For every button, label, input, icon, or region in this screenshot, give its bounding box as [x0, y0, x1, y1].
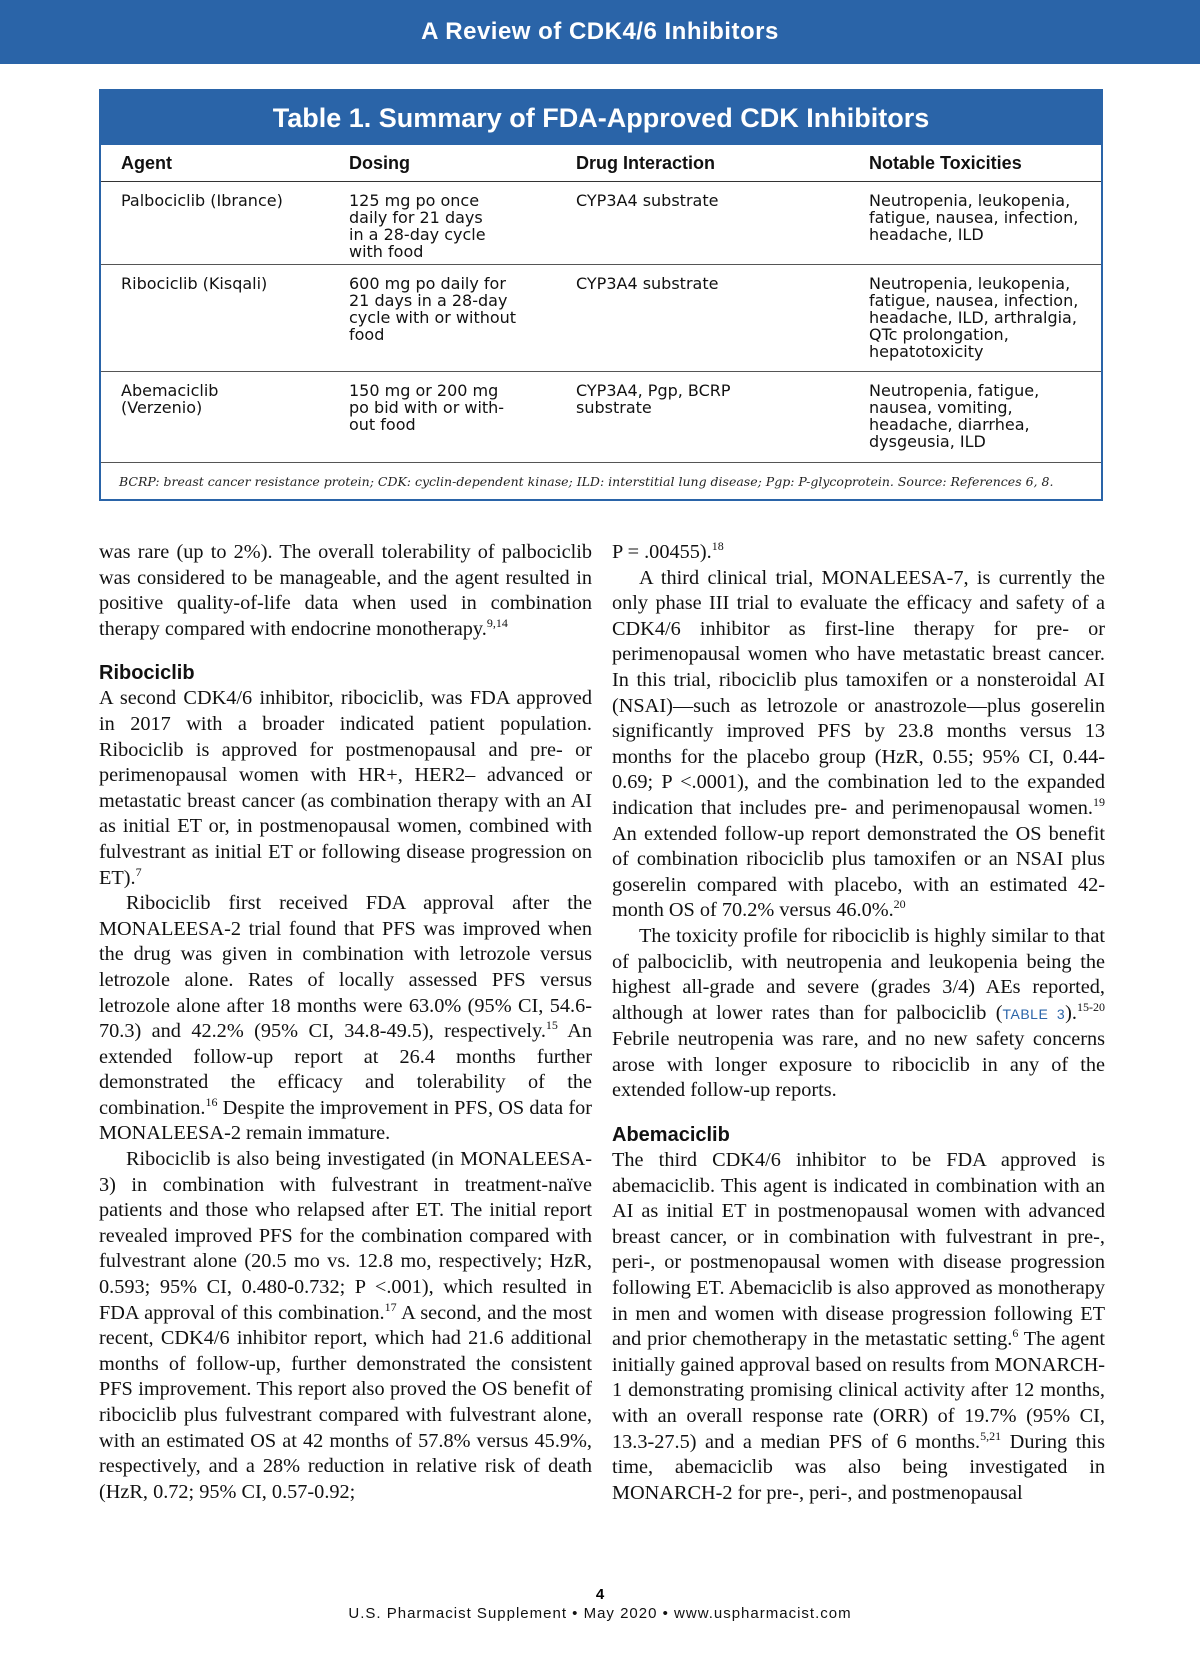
- running-header: A Review of CDK4/6 Inhibitors: [0, 0, 1200, 64]
- reference-superscript: 7: [135, 864, 142, 879]
- table-cell: 600 mg po daily for 21 days in a 28-day cycle with or without food: [349, 274, 517, 344]
- table-row: [101, 372, 1101, 463]
- table-header-row: [101, 145, 1101, 182]
- page-footer: U.S. Pharmacist Supplement • May 2020 • www.uspharmacist.com: [348, 1605, 852, 1622]
- reference-superscript: 16: [205, 1095, 218, 1110]
- summary-table: [99, 89, 1103, 501]
- table-footnote: BCRP: breast cancer resistance protein; CDK: cyclin-dependent kinase; ILD: interstitial lung disease; Pgp: P-glycoprotein. Source: References 6, 8.: [119, 474, 1054, 489]
- table-cell: Neutropenia, leukopenia, fatigue, nausea, infection, headache, ILD: [869, 191, 1079, 244]
- table-row: [101, 265, 1101, 372]
- paragraph: The third CDK4/6 inhibitor to be FDA approved is abemaciclib. This agent is indicated in combination with an AI as initial ET in postmenopausal women with advanced breast cancer, or in combination with fulvestrant in pre-, peri-, or postmenopausal women with disease progression following ET. Abemaciclib is also approved as monotherapy in men and women with disease progression following ET and prior chemotherapy in the metastatic setting.$^6$ The agent initially gained approval based on results from MONARCH-1 demonstrating promising clinical activity after 12 months, with an overall response rate (ORR) of 19.7% (95% CI, 13.3-27.5) and a median PFS of 6 months.$^{5,21}$ During this time, abemaciclib was also being investigated in MONARCH-2 for pre-, peri-, and postmenopausal: [612, 1149, 1105, 1504]
- paragraph: was rare (up to 2%). The overall tolerability of palbociclib was considered to be manageable, and the agent resulted in positive quality-of-life data when used in combination therapy compared with endocrine monotherapy.$^{9,14}$: [99, 541, 592, 640]
- reference-superscript: 6: [1012, 1326, 1019, 1341]
- section-heading-ribociclib: Ribociclib: [99, 662, 195, 685]
- table-grid: [101, 145, 1101, 463]
- paragraph: A third clinical trial, MONALEESA-7, is currently the only phase III trial to evaluate the efficacy and safety of a CDK4/6 inhibitor as first-line therapy for pre- or perimenopausal women who have metastatic breast cancer. In this trial, ribociclib plus tamoxifen or a nonsteroidal AI (NSAI)—such as letrozole or anastrozole—plus goserelin significantly improved PFS by 23.8 months versus 13 months for the placebo group (HzR, 0.55; 95% CI, 0.44-0.69; P <.0001), and the combination led to the expanded indication that includes pre- and perimenopausal women.$^{19}$ An extended follow-up report demonstrated the OS benefit of combination ribociclib plus tamoxifen or an NSAI plus goserelin compared with placebo, with an estimated 42-month OS of 70.2% versus 46.0%.$^{20}$: [612, 566, 1105, 922]
- paragraph: Ribociclib is also being investigated (in MONALEESA-3) in combination with fulvestrant in treatment-naïve patients and those who relapsed after ET. The initial report revealed improved PFS for the combination compared with fulvestrant alone (20.5 mo vs. 12.8 mo, respectively; HzR, 0.593; 95% CI, 0.480-0.732; P <.001), which resulted in FDA approval of this combination.$^{17}$ A second, and the most recent, CDK4/6 inhibitor report, which had 21.6 additional months of follow-up, further demonstrated the consistent PFS improvement. This report also proved the OS benefit of ribociclib plus fulvestrant compared with fulvestrant alone, with an estimated OS at 42 months of 57.8% versus 45.9%, respectively, and a 28% reduction in relative risk of death (HzR, 0.72; 95% CI, 0.57-0.92;: [99, 1148, 593, 1503]
- column-header: Drug Interaction: [576, 153, 716, 173]
- table-cell: Ribociclib (Kisqali): [121, 274, 268, 293]
- paragraph: P = .00455).$^{18}$: [612, 539, 724, 563]
- table-row: [101, 182, 1101, 265]
- column-header: Agent: [121, 153, 172, 173]
- right-column: [612, 540, 1105, 1506]
- page-number: 4: [595, 1586, 605, 1603]
- paragraph: A second CDK4/6 inhibitor, ribociclib, was FDA approved in 2017 with a broader indicated patient population. Ribociclib is approved for postmenopausal and pre- or perimenopausal women with HR+, HER2– advanced or metastatic breast cancer (as combination therapy with an AI as initial ET or, in postmenopausal women, combined with fulvestrant as initial ET or following disease progression on ET).$^7$: [99, 687, 592, 889]
- reference-superscript: 9,14: [486, 616, 508, 631]
- reference-superscript: 20: [893, 897, 906, 912]
- table-cell: 125 mg po once daily for 21 days in a 28-day cycle with food: [349, 191, 486, 261]
- reference-superscript: 15: [545, 1018, 558, 1033]
- table-cell: Neutropenia, fatigue, nausea, vomiting, headache, diarrhea, dysgeusia, ILD: [869, 381, 1040, 451]
- table-title: Table 1. Summary of FDA-Approved CDK Inhibitors: [101, 91, 1101, 145]
- table-cell: 150 mg or 200 mg po bid with or with- out food: [349, 381, 505, 434]
- reference-superscript: 5,21: [980, 1428, 1002, 1443]
- column-header: Notable Toxicities: [869, 153, 1022, 173]
- left-column: [99, 540, 592, 1505]
- reference-superscript: 17: [384, 1299, 397, 1314]
- table-cell: Abemaciclib (Verzenio): [121, 381, 219, 417]
- table-cell: CYP3A4 substrate: [576, 274, 719, 293]
- reference-superscript: 18: [711, 539, 724, 554]
- table-cell: CYP3A4, Pgp, BCRP substrate: [576, 381, 731, 417]
- section-heading-abemaciclib: Abemaciclib: [612, 1124, 730, 1147]
- table-cell: Palbociclib (Ibrance): [121, 191, 283, 210]
- table-3-link[interactable]: TABLE 3: [1002, 1005, 1066, 1022]
- table-cell: Neutropenia, leukopenia, fatigue, nausea, infection, headache, ILD, arthralgia, QTc prolongation, hepatotoxicity: [869, 274, 1079, 361]
- table-cell: CYP3A4 substrate: [576, 191, 719, 210]
- column-header: Dosing: [349, 153, 410, 173]
- reference-superscript: 19: [1093, 795, 1105, 810]
- paragraph: Ribociclib first received FDA approval after the MONALEESA-2 trial found that PFS was improved when the drug was given in combination with letrozole versus letrozole alone. Rates of locally assessed PFS versus letrozole alone after 18 months were 63.0% (95% CI, 54.6-70.3) and 42.2% (95% CI, 34.8-49.5), respectively.$^{15}$ An extended follow-up report at 26.4 months further demonstrated the efficacy and tolerability of the combination.$^{16}$ Despite the improvement in PFS, OS data for MONALEESA-2 remain immature.: [99, 892, 592, 1145]
- paragraph: The toxicity profile for ribociclib is highly similar to that of palbociclib, with neutropenia and leukopenia being the highest all-grade and severe (grades 3/4) AEs reported, although at lower rates than for palbociclib (TABLE 3).$^{15-20}$ Febrile neutropenia was rare, and no new safety concerns arose with longer exposure to ribociclib in any of the extended follow-up reports.: [612, 924, 1105, 1102]
- reference-superscript: 15-20: [1077, 999, 1105, 1014]
